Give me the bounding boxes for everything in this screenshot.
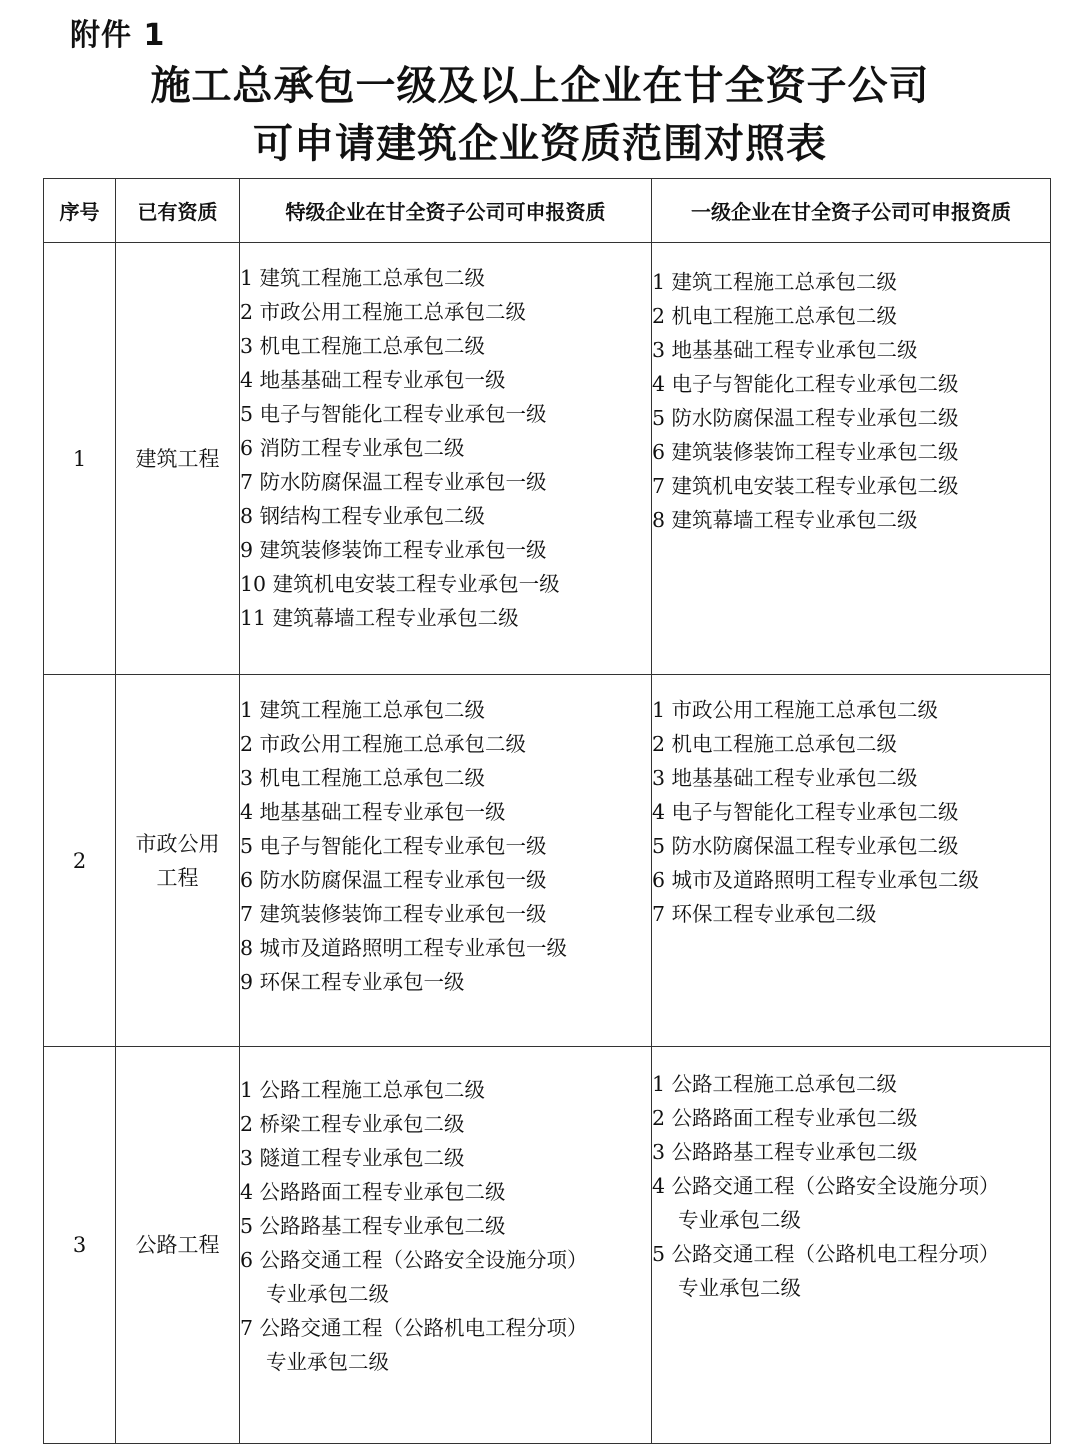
list-item: 1 建筑工程施工总承包二级 xyxy=(240,266,486,290)
list-item: 7 建筑装修装饰工程专业承包一级 xyxy=(240,902,547,926)
list-item: 7 环保工程专业承包二级 xyxy=(652,902,877,926)
list-item: 2 机电工程施工总承包二级 xyxy=(652,304,898,328)
table-row xyxy=(44,675,1051,1047)
list-item: 5 防水防腐保温工程专业承包二级 xyxy=(652,406,959,430)
list-item: 4 地基基础工程专业承包一级 xyxy=(240,368,506,392)
list-item: 5 防水防腐保温工程专业承包二级 xyxy=(652,834,959,858)
qualification-table xyxy=(43,178,1051,1444)
list-item: 3 地基基础工程专业承包二级 xyxy=(652,766,918,790)
list-item: 3 机电工程施工总承包二级 xyxy=(240,334,486,358)
list-item: 2 机电工程施工总承包二级 xyxy=(652,732,898,756)
first-grade-list xyxy=(652,675,1051,1047)
list-item: 2 市政公用工程施工总承包二级 xyxy=(240,732,527,756)
list-item: 5 公路路基工程专业承包二级 xyxy=(240,1214,506,1238)
document-title-line-1: 施工总承包一级及以上企业在甘全资子公司 xyxy=(150,62,930,109)
list-item: 6 公路交通工程（公路安全设施分项） xyxy=(240,1248,588,1272)
existing-qualification: 公路工程 xyxy=(116,1047,240,1444)
list-item: 6 防水防腐保温工程专业承包一级 xyxy=(240,868,547,892)
list-item: 2 公路路面工程专业承包二级 xyxy=(652,1106,918,1130)
table-row xyxy=(44,1047,1051,1444)
annex-label: 附件 1 xyxy=(70,18,166,53)
table-header-row xyxy=(44,179,1051,243)
existing-qualification: 建筑工程 xyxy=(116,243,240,675)
list-item: 1 建筑工程施工总承包二级 xyxy=(240,698,486,722)
list-item-continuation: 专业承包二级 xyxy=(266,1282,389,1306)
list-item: 6 建筑装修装饰工程专业承包二级 xyxy=(652,440,959,464)
list-item: 11 建筑幕墙工程专业承包二级 xyxy=(240,606,519,630)
list-item: 9 环保工程专业承包一级 xyxy=(240,970,465,994)
list-item: 1 公路工程施工总承包二级 xyxy=(652,1072,898,1096)
list-item: 10 建筑机电安装工程专业承包一级 xyxy=(240,572,560,596)
table-row xyxy=(44,243,1051,675)
list-item: 4 电子与智能化工程专业承包二级 xyxy=(652,372,959,396)
special-grade-list xyxy=(240,675,652,1047)
special-grade-list xyxy=(240,1047,652,1444)
list-item: 8 城市及道路照明工程专业承包一级 xyxy=(240,936,568,960)
list-item: 4 电子与智能化工程专业承包二级 xyxy=(652,800,959,824)
list-item: 2 桥梁工程专业承包二级 xyxy=(240,1112,465,1136)
header-existing-qualification: 已有资质 xyxy=(116,179,240,243)
first-grade-list xyxy=(652,243,1051,675)
row-number: 1 xyxy=(44,243,116,675)
list-item: 1 市政公用工程施工总承包二级 xyxy=(652,698,939,722)
list-item: 3 隧道工程专业承包二级 xyxy=(240,1146,465,1170)
document-title-line-2: 可申请建筑企业资质范围对照表 xyxy=(253,120,827,167)
row-number: 3 xyxy=(44,1047,116,1444)
qualification-line: 市政公用 xyxy=(135,831,220,856)
list-item: 5 公路交通工程（公路机电工程分项） xyxy=(652,1242,1000,1266)
existing-qualification xyxy=(116,675,240,1047)
list-item: 1 建筑工程施工总承包二级 xyxy=(652,270,898,294)
list-item: 1 公路工程施工总承包二级 xyxy=(240,1078,486,1102)
list-item-continuation: 专业承包二级 xyxy=(678,1276,801,1300)
special-grade-list xyxy=(240,243,652,675)
list-item-continuation: 专业承包二级 xyxy=(678,1208,801,1232)
header-no: 序号 xyxy=(44,179,116,243)
list-item: 7 建筑机电安装工程专业承包二级 xyxy=(652,474,959,498)
list-item: 8 钢结构工程专业承包二级 xyxy=(240,504,486,528)
list-item: 7 防水防腐保温工程专业承包一级 xyxy=(240,470,547,494)
list-item xyxy=(240,1345,651,1379)
list-item xyxy=(240,1277,651,1311)
list-item: 7 公路交通工程（公路机电工程分项） xyxy=(240,1316,588,1340)
list-item: 5 电子与智能化工程专业承包一级 xyxy=(240,402,547,426)
list-item: 6 城市及道路照明工程专业承包二级 xyxy=(652,868,980,892)
list-item xyxy=(652,1271,1050,1305)
list-item: 4 公路交通工程（公路安全设施分项） xyxy=(652,1174,1000,1198)
list-item: 2 市政公用工程施工总承包二级 xyxy=(240,300,527,324)
list-item: 8 建筑幕墙工程专业承包二级 xyxy=(652,508,918,532)
list-item: 3 公路路基工程专业承包二级 xyxy=(652,1140,918,1164)
list-item: 3 机电工程施工总承包二级 xyxy=(240,766,486,790)
list-item: 3 地基基础工程专业承包二级 xyxy=(652,338,918,362)
list-item xyxy=(652,1203,1050,1237)
first-grade-list xyxy=(652,1047,1051,1444)
list-item: 9 建筑装修装饰工程专业承包一级 xyxy=(240,538,547,562)
list-item-continuation: 专业承包二级 xyxy=(266,1350,389,1374)
list-item: 4 地基基础工程专业承包一级 xyxy=(240,800,506,824)
list-item: 4 公路路面工程专业承包二级 xyxy=(240,1180,506,1204)
header-first-grade: 一级企业在甘全资子公司可申报资质 xyxy=(652,179,1051,243)
list-item: 5 电子与智能化工程专业承包一级 xyxy=(240,834,547,858)
list-item: 6 消防工程专业承包二级 xyxy=(240,436,465,460)
qualification-line: 工程 xyxy=(156,865,199,890)
row-number: 2 xyxy=(44,675,116,1047)
header-special-grade: 特级企业在甘全资子公司可申报资质 xyxy=(240,179,652,243)
